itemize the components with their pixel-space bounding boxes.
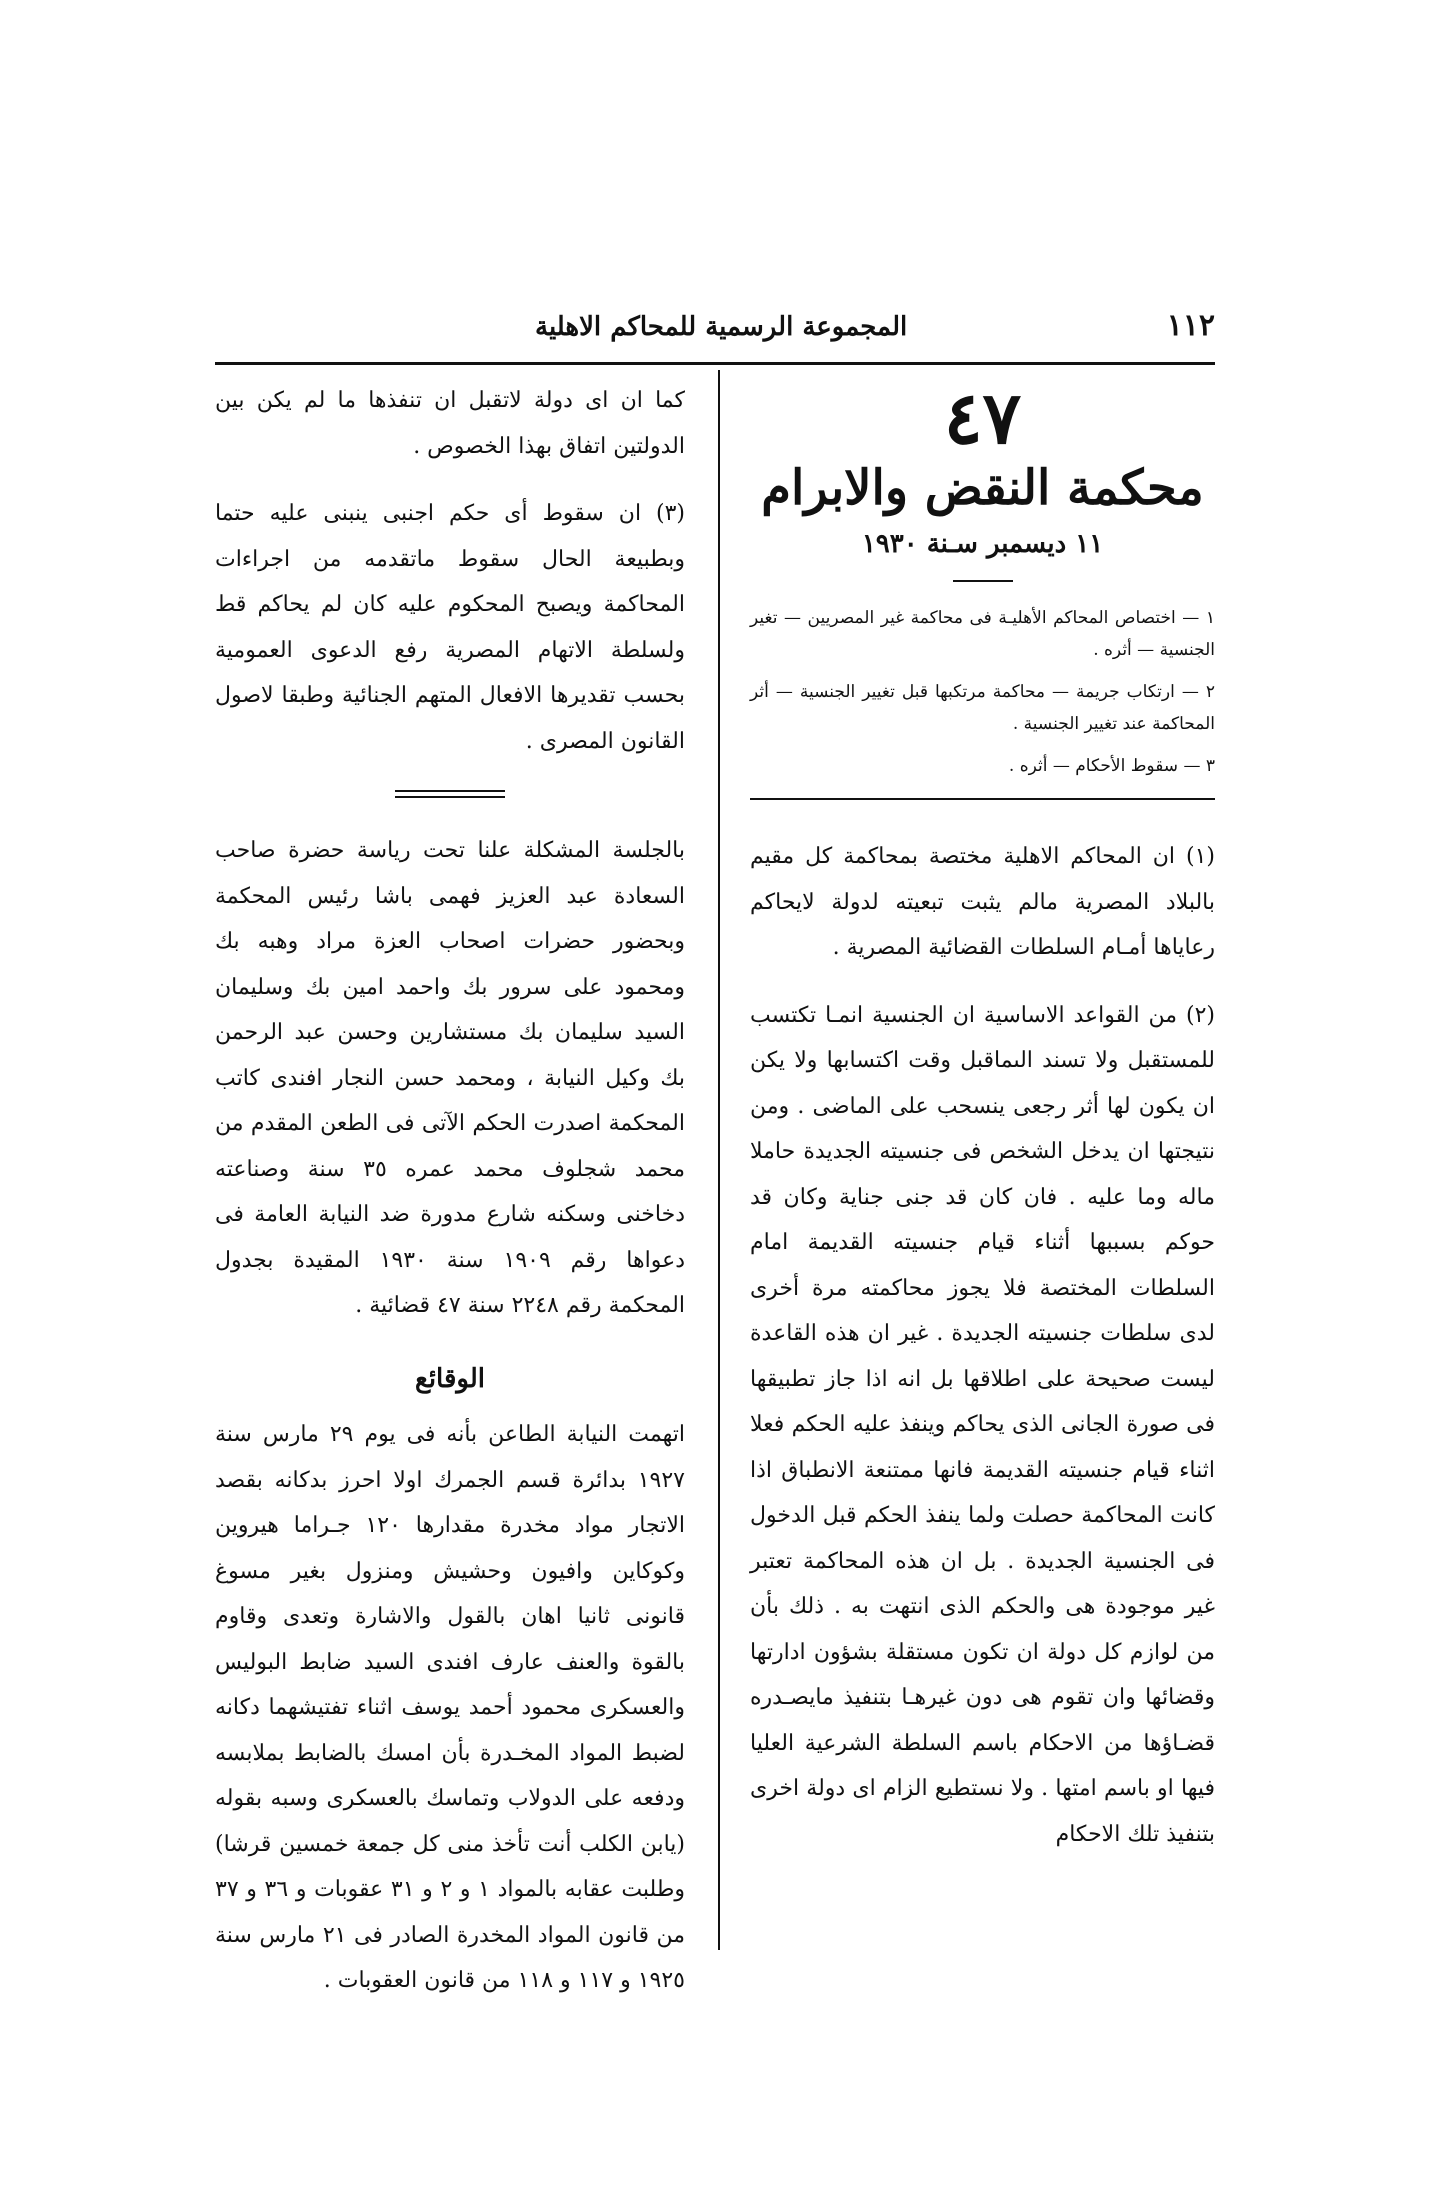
principle-1: (١) ان المحاكم الاهلية مختصة بمحاكمة كل مقيم بالبلاد المصرية مالم يثبت تبعيته لدولة لايحاكم رعاياها أمـام السلطات القضائية المصرية . bbox=[750, 844, 1215, 960]
facts-heading: الوقائع bbox=[414, 1363, 485, 1394]
case-number: ٤٧ bbox=[943, 375, 1022, 460]
session-paragraph: بالجلسة المشكلة علنا تحت رياسة حضرة صاحب السعادة عبد العزيز فهمى باشا رئيس المحكمة وبحضور حضرات اصحاب العزة مراد وهبه بك ومحمود على سرور بك واحمد امين بك وسليمان السيد سليمان بك مستشارين وحسن عبد الرحمن بك وكيل النيابة ، ومحمد حسن النجار افندى كاتب المحكمة اصدرت الحكم الآتى فى الطعن المقدم من محمد شجلوف محمد عمره ٣٥ سنة وصناعته دخاخنى وسكنه شارع مدورة ضد النيابة العامة فى دعواها رقم ١٩٠٩ سنة ١٩٣٠ المقيدة بجدول المحكمة رقم ٢٢٤٨ سنة ٤٧ قضائية . bbox=[215, 838, 686, 1318]
case-heading bbox=[750, 375, 1215, 582]
column-divider bbox=[718, 370, 720, 1950]
facts-paragraph: اتهمت النيابة الطاعن بأنه فى يوم ٢٩ مارس سنة ١٩٢٧ بدائرة قسم الجمرك اولا احرز بدكانه بقصد الاتجار مواد مخدرة مقدارها ١٢٠ جـراما هيروين وكوكاين وافيون وحشيش ومنزول بغير مسوغ قانونى ثانيا اهان بالقول والاشارة وتعدى وقاوم بالقوة والعنف عارف افندى السيد ضابط البوليس والعسكرى محمود أحمد يوسف اثناء تفتيشهما دكانه لضبط المواد المخـدرة بأن امسك بالضابط بملابسه ودفعه على الدولاب وتماسك بالعسكرى وسبه بقوله (يابن الكلب أنت تأخذ منى كل جمعة خمسين قرشا) وطلبت عقابه بالمواد ١ و ٢ و ٣١ عقوبات و ٣٦ و ٣٧ من قانون المواد المخدرة الصادر فى ٢١ مارس سنة ١٩٢٥ و ١١٧ و ١١٨ من قانون العقوبات . bbox=[215, 1422, 685, 1993]
heading-divider bbox=[953, 580, 1013, 582]
page-header bbox=[215, 300, 1215, 365]
principle-2-continued: كما ان اى دولة لاتقبل ان تنفذها ما لم يكن بين الدولتين اتفاق بهذا الخصوص . bbox=[215, 388, 685, 459]
principle-3: (٣) ان سقوط أى حكم اجنبى ينبنى عليه حتما وبطبيعة الحال سقوط ماتقدمه من اجراءات المحاكمة ويصبح المحكوم عليه كان لم يحاكم قط ولسلطة الاتهام المصرية رفع الدعوى العمومية بحسب تقديرها الافعال المتهم الجنائية وطبقا لاصول القانون المصرى . bbox=[215, 501, 685, 754]
summary-item: ٢ — ارتكاب جريمة — محاكمة مرتكبها قبل تغيير الجنسية — أثر المحاكمة عند تغيير الجنسية . bbox=[750, 682, 1215, 734]
summary-item: ٣ — سقوط الأحكام — أثره . bbox=[1008, 756, 1215, 776]
page-number: ١١٢ bbox=[1166, 308, 1215, 343]
summary-item: ١ — اختصاص المحاكم الأهليـة فى محاكمة غير المصريين — تغير الجنسية — أثره . bbox=[750, 608, 1215, 660]
right-column bbox=[750, 375, 1215, 1879]
court-name: محكمة النقض والابرام bbox=[761, 460, 1204, 516]
case-date: ١١ ديسمبر سـنة ١٩٣٠ bbox=[861, 529, 1104, 559]
summary-divider bbox=[750, 798, 1215, 800]
section-divider bbox=[395, 790, 505, 798]
principle-2: (٢) من القواعد الاساسية ان الجنسية انمـا تكتسب للمستقبل ولا تسند الىماقبل وقت اكتسابها ولا يكن ان يكون لها أثر رجعى ينسحب على الماضى . ومن نتيجتها ان يدخل الشخص فى جنسيته الجديدة حاملا ماله وما عليه . فان كان قد جنى جناية وكان قد حوكم بسببها أثناء قيام جنسيته القديمة امام السلطات المختصة فلا يجوز محاكمته مرة أخرى لدى سلطات جنسيته الجديدة . غير ان هذه القاعدة ليست صحيحة على اطلاقها بل انه اذا جاز تطبيقها فى صورة الجانى الذى يحاكم وينفذ عليه الحكم فعلا اثناء قيام جنسيته القديمة فانها ممتنعة الانطباق اذا كانت المحاكمة حصلت ولما ينفذ الحكم قبل الدخول فى الجنسية الجديدة . بل ان هذه المحاكمة تعتبر غير موجودة هى والحكم الذى انتهت به . ذلك بأن من لوازم كل دولة ان تكون مستقلة بشؤون ادارتها وقضائها وان تقوم هى دون غيرهـا بتنفيذ مايصـدره قضـاؤها من الاحكام باسم السلطة الشرعية العليا فيها او باسم امتها . ولا نستطيع الزام اى دولة اخرى بتنفيذ تلك الاحكام bbox=[750, 1002, 1215, 1847]
document-page bbox=[215, 300, 1215, 1993]
left-column bbox=[215, 378, 685, 2026]
running-title: المجموعة الرسمية للمحاكم الاهلية bbox=[535, 312, 908, 342]
